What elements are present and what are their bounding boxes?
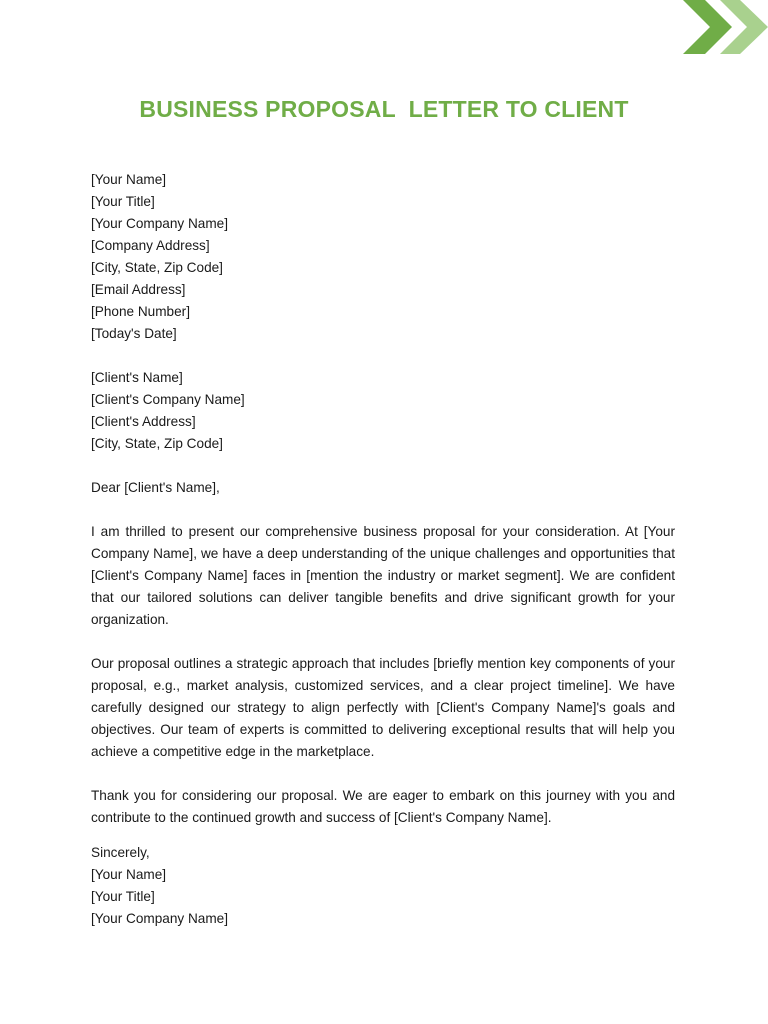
document-title: BUSINESS PROPOSAL LETTER TO CLIENT: [139, 96, 629, 122]
double-chevron-right-icon: [668, 0, 768, 60]
sender-block: [91, 169, 691, 345]
body-paragraph-1: I am thrilled to present our comprehensive business proposal for your consideration. At [Your Company Name], we have a deep understanding of the unique challenges and opportunities that [Client's Company Name] faces in [mention the industry or market segment]. We are confident that our tailored solutions can deliver tangible benefits and drive significant growth for your organization.: [91, 524, 675, 627]
closing-company: [Your Company Name]: [91, 911, 229, 926]
closing-block: [91, 842, 691, 930]
closing-sign-off: Sincerely,: [91, 845, 150, 860]
letter-date: [Today's Date]: [91, 326, 177, 341]
closing-title: [Your Title]: [91, 889, 155, 904]
sender-email: [Email Address]: [91, 282, 186, 297]
sender-title: [Your Title]: [91, 194, 155, 209]
recipient-block: [91, 367, 691, 455]
body-paragraph-2: Our proposal outlines a strategic approach that includes [briefly mention key components of your proposal, e.g., market analysis, customized services, and a clear project timeline]. We have carefully designed our strategy to align perfectly with [Client's Company Name]'s goals and objectives. Our team of experts is committed to delivering exceptional results that will help you achieve a competitive edge in the marketplace.: [91, 656, 675, 759]
chevron-dark-shape: [683, 0, 732, 54]
sender-company: [Your Company Name]: [91, 216, 229, 231]
closing-name: [Your Name]: [91, 867, 167, 882]
sender-address: [Company Address]: [91, 238, 210, 253]
body-paragraph-3: Thank you for considering our proposal. We are eager to embark on this journey with you and contribute to the continued growth and success of [Client's Company Name].: [91, 788, 675, 825]
recipient-city-state-zip: [City, State, Zip Code]: [91, 436, 223, 451]
salutation: Dear [Client's Name],: [91, 480, 220, 495]
sender-phone: [Phone Number]: [91, 304, 190, 319]
recipient-address: [Client's Address]: [91, 414, 196, 429]
recipient-company: [Client's Company Name]: [91, 392, 245, 407]
sender-city-state-zip: [City, State, Zip Code]: [91, 260, 223, 275]
letter-content: [91, 169, 691, 930]
recipient-name: [Client's Name]: [91, 370, 183, 385]
sender-name: [Your Name]: [91, 172, 167, 187]
